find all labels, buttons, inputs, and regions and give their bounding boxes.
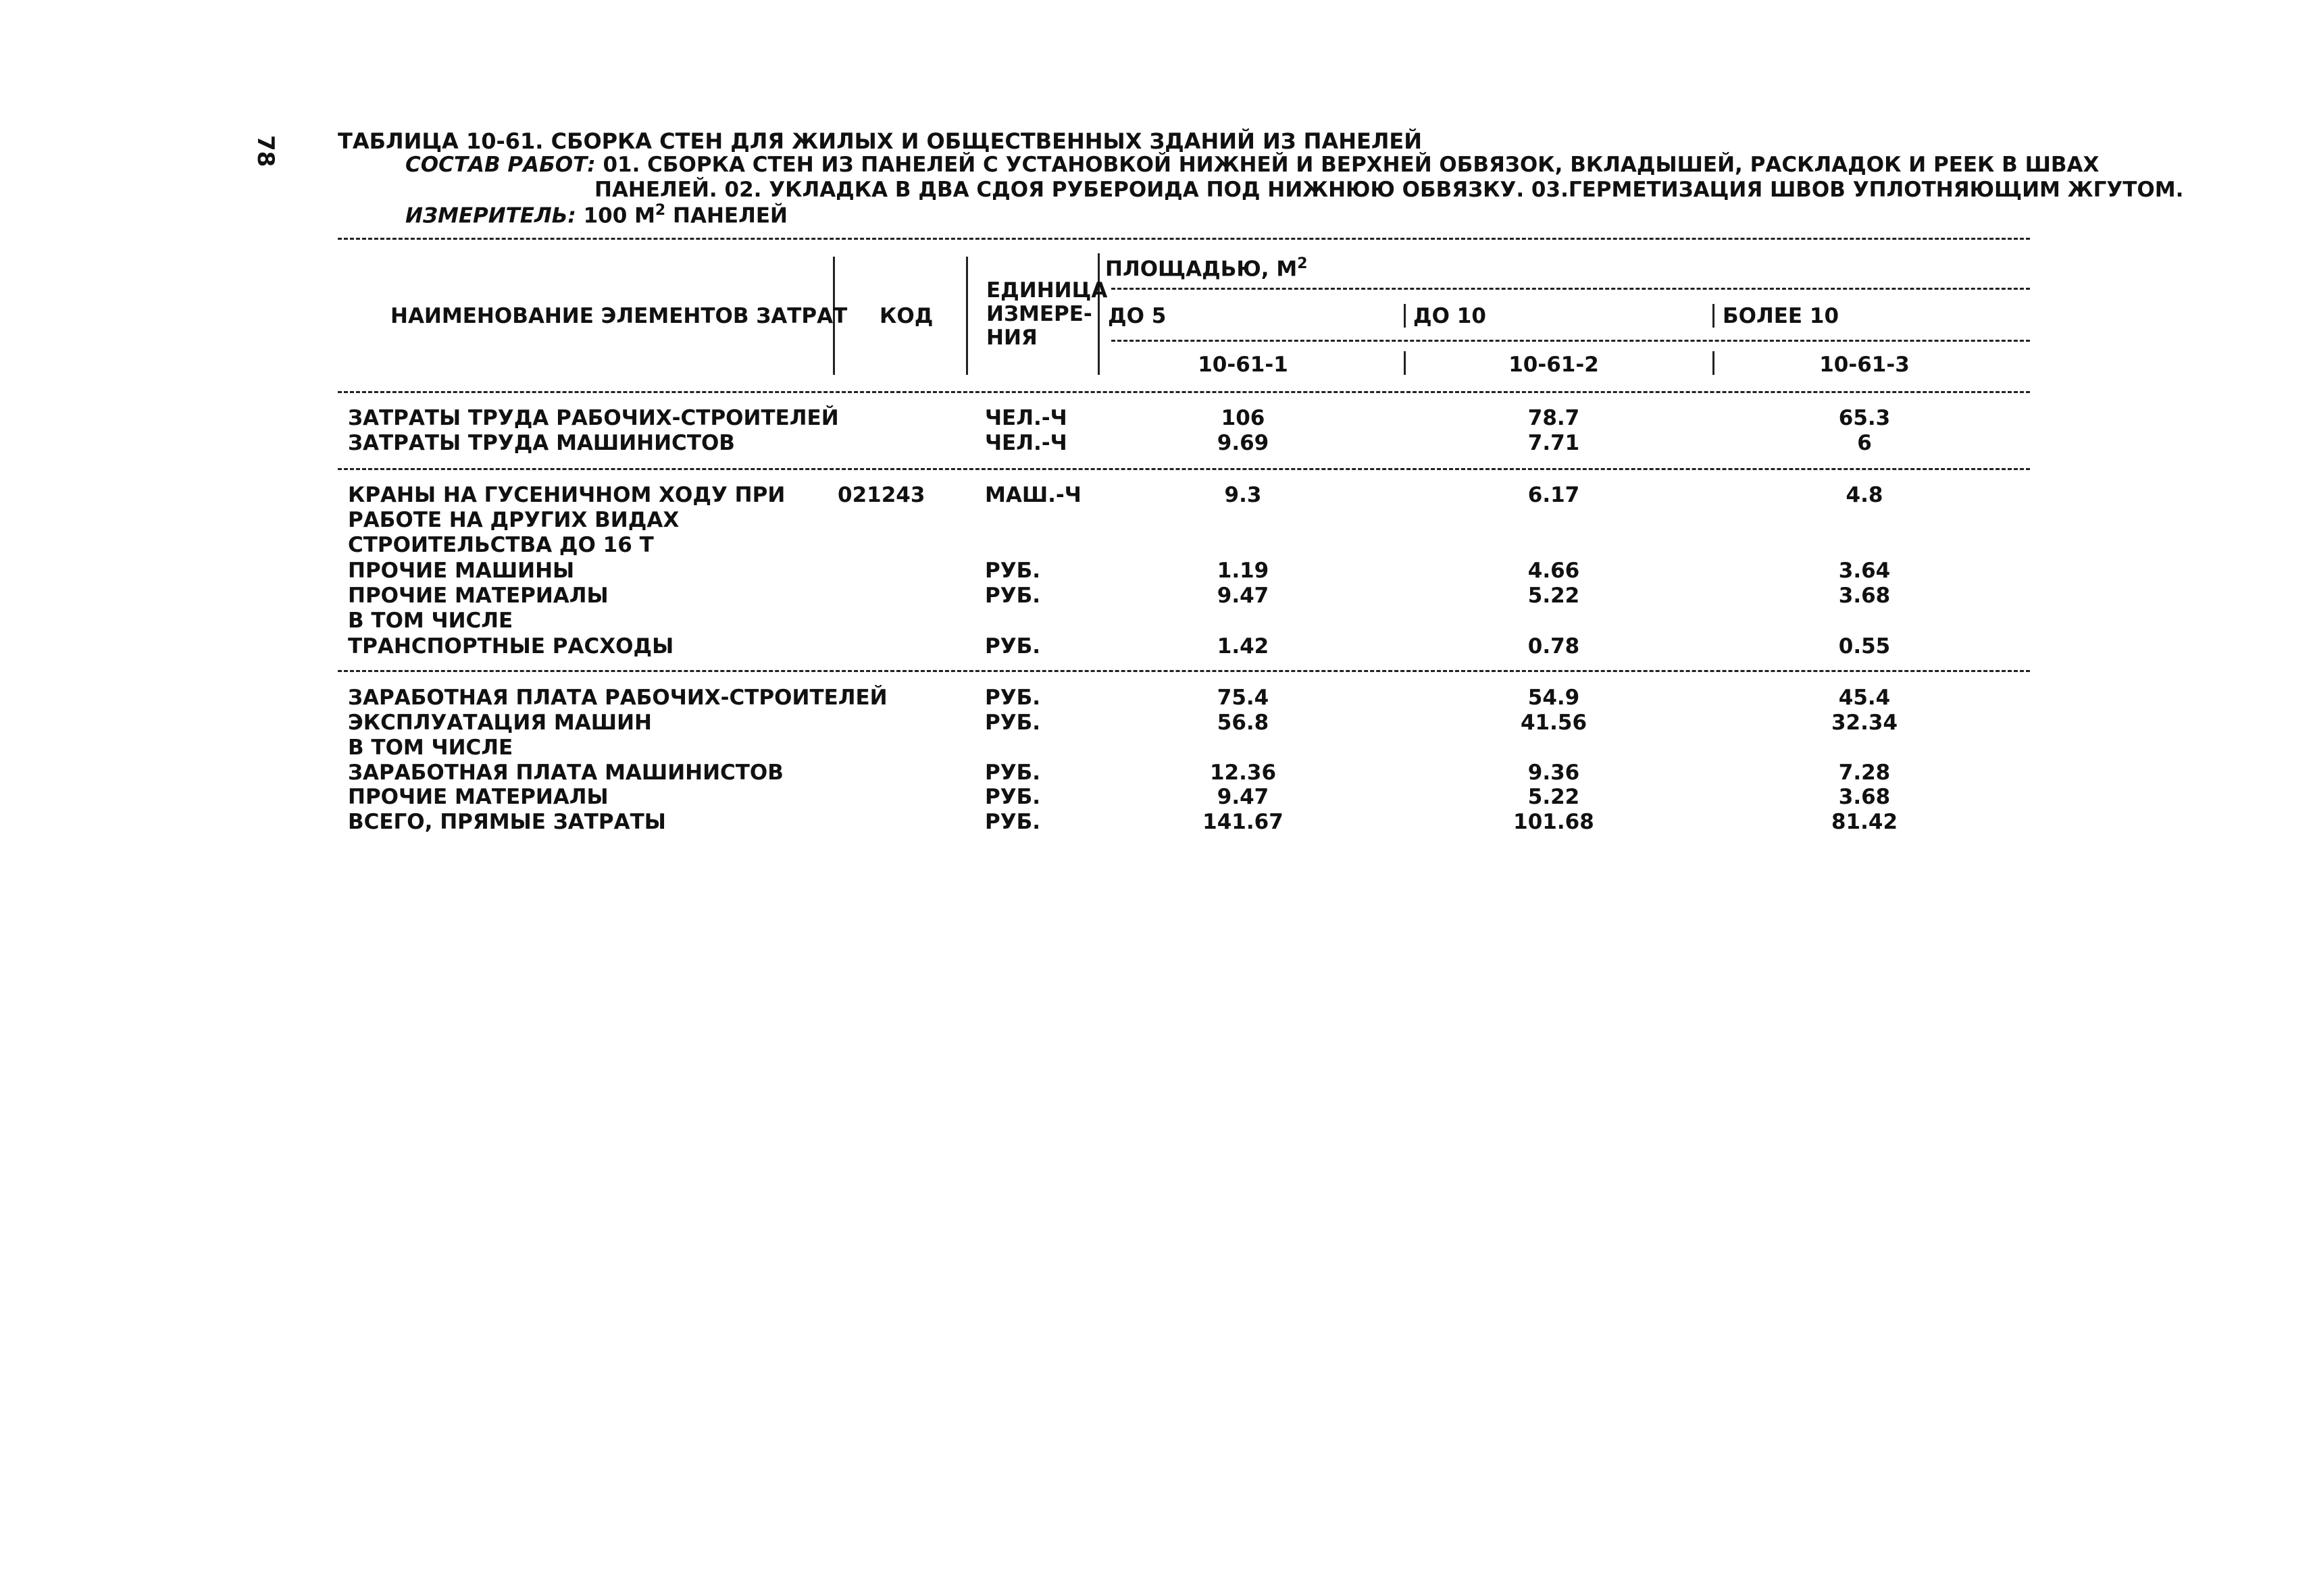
row-name: ЗАТРАТЫ ТРУДА МАШИНИСТОВ	[348, 431, 735, 455]
header-divider-col2	[1404, 304, 1406, 328]
header-unit-l3: НИЯ	[986, 326, 1038, 350]
row-value-3: 4.8	[1846, 483, 1883, 507]
row-value-3: 3.64	[1838, 559, 1891, 583]
row-value-1: 9.3	[1224, 483, 1262, 507]
header-col1: ДО 5	[1108, 304, 1167, 328]
row-value-2: 5.22	[1527, 584, 1580, 608]
row-unit: РУБ.	[985, 634, 1041, 659]
work-line-2: ПАНЕЛЕЙ. 02. УКЛАДКА В ДВА СДОЯ РУБЕРОИДА ПОД НИЖНЮЮ ОБВЯЗКУ. 03.ГЕРМЕТИЗАЦИЯ ШВОВ УПЛОТНЯЮЩИМ ЖГУТОМ.	[594, 178, 2184, 202]
row-value-2: 54.9	[1527, 686, 1580, 710]
row-unit: РУБ.	[985, 761, 1041, 785]
row-name: В ТОМ ЧИСЛЕ	[348, 609, 513, 633]
row-unit: РУБ.	[985, 584, 1041, 608]
row-value-1: 106	[1221, 406, 1265, 430]
row-name: ПРОЧИЕ МАШИНЫ	[348, 559, 575, 583]
work-label: СОСТАВ РАБОТ:	[405, 153, 596, 177]
row-unit: МАШ.-Ч	[985, 483, 1082, 507]
row-value-2: 5.22	[1527, 785, 1580, 809]
row-value-1: 9.47	[1217, 785, 1269, 809]
header-divider-code3	[1712, 351, 1714, 375]
header-area-label: ПЛОЩАДЬЮ, М	[1105, 257, 1298, 282]
row-value-3: 65.3	[1838, 406, 1891, 430]
header-top-rule	[338, 238, 2030, 240]
meter-label: ИЗМЕРИТЕЛЬ:	[405, 203, 576, 228]
row-value-1: 75.4	[1217, 686, 1269, 710]
row-value-1: 9.47	[1217, 584, 1269, 608]
page-number: 78	[252, 135, 279, 168]
row-name: РАБОТЕ НА ДРУГИХ ВИДАХ	[348, 508, 680, 532]
row-name: КРАНЫ НА ГУСЕНИЧНОМ ХОДУ ПРИ	[348, 483, 786, 507]
row-value-2: 6.17	[1527, 483, 1580, 507]
row-value-1: 1.19	[1217, 559, 1269, 583]
row-value-3: 7.28	[1838, 761, 1891, 785]
row-value-1: 141.67	[1202, 810, 1283, 834]
header-col2: ДО 10	[1413, 304, 1486, 328]
header-divider-code2	[1404, 351, 1406, 375]
header-code1: 10-61-1	[1198, 353, 1288, 377]
header-divider-unit	[1098, 253, 1100, 375]
header-code: КОД	[880, 304, 934, 328]
row-name: ТРАНСПОРТНЫЕ РАСХОДЫ	[348, 634, 674, 659]
row-name: ЗАРАБОТНАЯ ПЛАТА РАБОЧИХ-СТРОИТЕЛЕЙ	[348, 686, 888, 710]
header-col3: БОЛЕЕ 10	[1723, 304, 1839, 328]
header-area	[1105, 255, 1308, 281]
header-name: НАИМЕНОВАНИЕ ЭЛЕМЕНТОВ ЗАТРАТ	[390, 304, 848, 328]
table-title: ТАБЛИЦА 10-61. СБОРКА СТЕН ДЛЯ ЖИЛЫХ И ОБЩЕСТВЕННЫХ ЗДАНИЙ ИЗ ПАНЕЛЕЙ	[338, 128, 1423, 154]
header-bottom-rule	[338, 391, 2030, 393]
row-value-3: 3.68	[1838, 584, 1891, 608]
group-rule-2	[338, 670, 2030, 672]
row-unit: РУБ.	[985, 559, 1041, 583]
row-value-1: 56.8	[1217, 711, 1269, 735]
row-value-1: 1.42	[1217, 634, 1269, 659]
header-code-rule	[1111, 340, 2030, 342]
row-name: ВСЕГО, ПРЯМЫЕ ЗАТРАТЫ	[348, 810, 666, 834]
row-code: 021243	[838, 483, 925, 507]
group-rule-1	[338, 468, 2030, 470]
header-unit-l2: ИЗМЕРЕ-	[986, 302, 1092, 326]
row-unit: ЧЕЛ.-Ч	[985, 406, 1067, 430]
row-name: ЗАТРАТЫ ТРУДА РАБОЧИХ-СТРОИТЕЛЕЙ	[348, 406, 839, 430]
row-name: ЭКСПЛУАТАЦИЯ МАШИН	[348, 711, 652, 735]
row-value-2: 0.78	[1527, 634, 1580, 659]
header-code2: 10-61-2	[1508, 353, 1599, 377]
row-name: СТРОИТЕЛЬСТВА ДО 16 Т	[348, 533, 654, 557]
header-area-sup: 2	[1297, 255, 1308, 272]
row-value-2: 9.36	[1527, 761, 1580, 785]
row-unit: ЧЕЛ.-Ч	[985, 431, 1067, 455]
header-divider-col3	[1712, 304, 1714, 328]
header-unit-l1: ЕДИНИЦА	[986, 278, 1108, 303]
row-unit: РУБ.	[985, 686, 1041, 710]
row-value-1: 9.69	[1217, 431, 1269, 455]
meter-sup: 2	[655, 202, 666, 219]
row-value-2: 7.71	[1527, 431, 1580, 455]
row-name: ПРОЧИЕ МАТЕРИАЛЫ	[348, 584, 609, 608]
row-unit: РУБ.	[985, 711, 1041, 735]
row-value-2: 101.68	[1513, 810, 1594, 834]
row-name: ПРОЧИЕ МАТЕРИАЛЫ	[348, 785, 609, 809]
meter-unit: ПАНЕЛЕЙ	[673, 203, 788, 228]
header-code3: 10-61-3	[1819, 353, 1910, 377]
header-divider-code	[966, 257, 968, 375]
row-value-3: 81.42	[1831, 810, 1898, 834]
row-name: В ТОМ ЧИСЛЕ	[348, 736, 513, 760]
row-unit: РУБ.	[985, 810, 1041, 834]
row-value-1: 12.36	[1209, 761, 1277, 785]
row-value-2: 41.56	[1520, 711, 1587, 735]
row-value-3: 32.34	[1831, 711, 1898, 735]
row-value-3: 45.4	[1838, 686, 1891, 710]
row-name: ЗАРАБОТНАЯ ПЛАТА МАШИНИСТОВ	[348, 761, 784, 785]
row-value-2: 4.66	[1527, 559, 1580, 583]
row-value-3: 3.68	[1838, 785, 1891, 809]
row-value-3: 0.55	[1838, 634, 1891, 659]
header-mid-rule	[1111, 288, 2030, 290]
row-unit: РУБ.	[985, 785, 1041, 809]
work-line-1: 01. СБОРКА СТЕН ИЗ ПАНЕЛЕЙ С УСТАНОВКОЙ НИЖНЕЙ И ВЕРХНЕЙ ОБВЯЗОК, ВКЛАДЫШЕЙ, РАСКЛАДОК И РЕЕК В ШВАХ	[603, 153, 2100, 177]
row-value-3: 6	[1857, 431, 1872, 455]
row-value-2: 78.7	[1527, 406, 1580, 430]
meter	[405, 202, 788, 228]
meter-value: 100 М	[583, 203, 655, 228]
work-composition	[405, 153, 2099, 177]
